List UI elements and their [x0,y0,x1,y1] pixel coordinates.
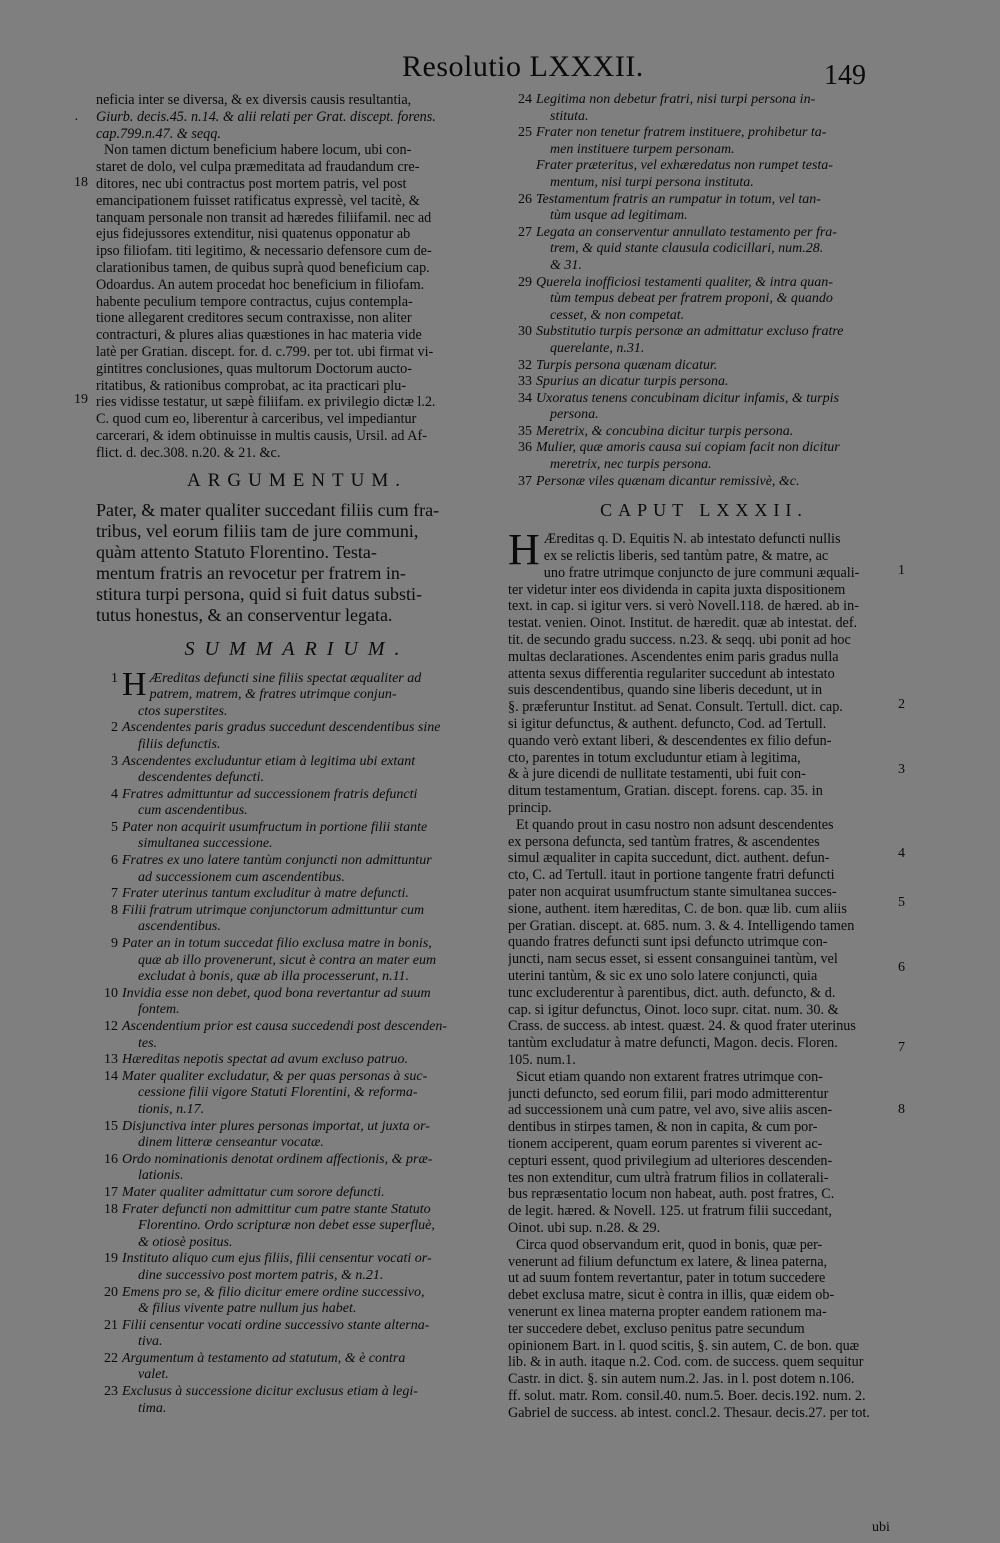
text-line: cepturi essent, quod privilegium ad ulteriores descenden- [508,1152,833,1169]
text-line: Crass. de success. ab intest. quæst. 24. & quod frater uterinus [508,1018,856,1035]
summary-item-line: Substitutio turpis personæ an admittatur excluso fratre [536,324,844,340]
summary-item-number: 7 [111,886,118,902]
summary-item-line: Testamentum fratris an rumpatur in totum, vel tan- [536,191,821,207]
summary-item [96,986,498,1019]
text-line: ex persona defuncta, sed tantùm fratres, & ascendentes [508,833,820,850]
summary-item [96,1152,498,1185]
summary-item-line: Personæ viles quænam dicantur remissivè, &c. [536,473,800,489]
summary-item-line: tiva. [138,1334,163,1350]
summary-item-number: 12 [104,1019,118,1034]
text-line: uno fratre utrimque conjuncto de jure communi æquali- [543,564,860,581]
summary-item-number: 16 [104,1151,118,1167]
summary-item-line: patrem, matrem, & fratres utrimque conjun- [149,687,397,703]
summary-item [508,192,900,225]
summary-item-line: Argumentum à testamento ad statutum, & è contra [122,1350,406,1366]
summary-item-line: meretrix, nec turpis persona. [550,457,712,473]
summary-item [96,903,498,936]
paragraph-dolo [96,142,498,461]
summary-item [96,1119,498,1152]
summary-item-line: persona. [550,407,599,423]
summary-item-line: Querela inofficiosi testamenti qualiter, & intra quan- [536,274,833,290]
text-line: quando verò extant liberi, & descendentes ex filio defun- [508,732,832,749]
summary-item-line: Frater uterinus tantum excluditur à matre defuncti. [122,886,409,902]
summary-item-line: Mater qualiter admittatur cum sorore defuncti. [122,1184,385,1200]
summary-item-line: Mater qualiter excludatur, & per quas personas à suc- [122,1068,428,1084]
text-line: cap.799.n.47. & seqq. [96,125,221,142]
right-margin-number: 1 [898,563,905,578]
summary-drop-cap: H [122,665,147,703]
text-line: 105. num.1. [508,1051,576,1068]
summary-item-line: Fratres admittuntur ad successionem fratris defuncti [122,786,418,802]
text-line: Non tamen dictum beneficium habere locum, ubi con- [104,142,412,159]
summary-item [96,1052,498,1069]
text-line: quàm attento Statuto Florentino. Testa- [96,541,377,562]
summary-item-line: descendentes defuncti. [138,770,264,786]
text-line: attenta sexus differentia regulariter succedunt ab intestato [508,665,835,682]
summary-item [96,1251,498,1284]
text-line: debet exclusa matre, sicut è contra in illis, quæ eidem ob- [508,1287,835,1304]
summary-item-line: Disjunctiva inter plures personas importat, ut juxta or- [122,1118,430,1134]
text-line: princip. [508,800,552,816]
summary-item [508,125,900,158]
summary-item-line: ctos superstites. [138,703,228,719]
summary-item-line: tùm tempus debeat per fratrem proponi, & quando [550,291,833,307]
summary-item-line: & filius vivente patre nullum jus habet. [138,1301,357,1317]
running-title: Resolutio LXXXII. [402,50,644,83]
summary-item-line: Ascendentium prior est causa succedendi post descenden- [122,1019,448,1034]
summary-item-line: Pater non acquirit usumfructum in portione filii stante [122,819,428,835]
text-line: tione allegarent creditores secum contraxisse, non aliter [96,310,412,327]
summary-item-line: & 31. [550,257,582,273]
margin-mark: · [74,113,79,128]
right-margin-number: 8 [898,1102,905,1117]
text-line: Gabriel de success. ab intest. concl.2. Thesaur. decis.27. per tot. [508,1404,870,1421]
right-margin-number: 5 [898,895,905,910]
text-line: suis descendentibus, quando sine liberis decedunt, ut in [508,682,823,699]
opening-paragraph [96,92,498,142]
summary-item-number: 17 [104,1184,118,1200]
text-line: clarationibus tamen, de quibus suprà quod beneficium cap. [96,259,430,276]
summary-item-line: Emens pro se, & filio dicitur emere ordine successivo, [122,1284,425,1300]
argument-text [96,500,498,626]
summary-item [96,936,498,986]
summary-item-line: cesset, & non competat. [550,307,685,323]
summary-item [508,358,900,375]
text-line: tanquam personale non transit ad hæredes filiifamil. nec ad [96,209,432,226]
catchword: ubi [872,1520,890,1535]
text-line: per Gratian. discept. at. 685. num. 3. & 4. Intelligendo tamen [508,917,855,934]
summary-item-number: 34 [518,390,532,406]
chapter-paragraph-4 [508,1237,900,1422]
margin-number-19: 19 [74,392,88,407]
summary-list-right [508,92,900,490]
text-line: & à jure dicendi de nullitate testamenti, ubi fuit con- [508,766,806,783]
summary-item-number: 27 [518,224,532,240]
text-line: simul æqualiter in capita succedunt, dict. authent. defun- [508,850,830,867]
text-line: ditores, nec ubi contractus post mortem patris, vel post [96,175,407,192]
summary-item-line: men instituere turpem personam. [550,141,735,157]
summary-item-line: Pater an in totum succedat filio exclusa matre in bonis, [122,936,432,952]
summary-item-number: 15 [104,1118,118,1134]
text-line: tutus honestus, & an conserventur legata. [96,604,393,625]
summary-item-line: Legitima non debetur fratri, nisi turpi persona in- [536,92,816,107]
text-line: ff. solut. matr. Rom. consil.40. num.5. Boer. decis.192. num. 2. [508,1387,866,1404]
summary-item-line: ad successionem cum ascendentibus. [138,869,345,885]
summary-item-number: 33 [518,374,532,390]
argument-heading: ARGUMENTUM. [186,469,408,491]
summary-item-line: Instituto aliquo cum ejus filiis, filii censentur vocati or- [122,1251,432,1267]
text-line: cto, C. ad Tertull. itaut in portione tangente fratri defuncti [508,867,835,884]
text-line: ter videtur inter eos dividenda in capita juxta dispositionem [508,581,846,598]
text-line: ries vidisse testatur, ut sæpè filiifam. ex privilegio dictæ l.2. [96,394,436,411]
chapter-paragraph-1 [508,525,900,817]
right-margin-number: 6 [898,960,905,975]
page-number: 149 [824,60,866,91]
text-line: Odoardus. An autem procedat hoc beneficium in filiofam. [96,276,425,293]
text-line: Et quando prout in casu nostro non adsunt descendentes [516,816,834,833]
text-line: text. in cap. si igitur vers. si verò Novell.118. de hæred. ab in- [508,598,859,615]
text-line: juncti defuncto, sed eorum filii, pari modo admitterentur [508,1085,829,1102]
text-line: habente peculium tempore contractus, cujus contempla- [96,293,413,310]
text-line: §. præferuntur Institut. ad Senat. Consult. Tertull. dict. cap. [508,699,843,716]
summary-item [96,1285,498,1318]
text-line: Æreditas q. D. Equitis N. ab intestato defuncti nullis [543,531,841,548]
text-line: Giurb. decis.45. n.14. & alii relati per Grat. discept. forens. [96,108,436,125]
summary-item-number: 9 [111,936,118,952]
summary-item [96,754,498,787]
summary-item-line: dine successivo post mortem patris, & n.21. [138,1267,384,1283]
text-line: sione, authent. item hæreditas, C. de bon. quæ lib. cum aliis [508,900,847,917]
text-line: ritatibus, & rationibus comprobat, ac ita practicari plu- [96,377,407,394]
summary-item-line: Mulier, quæ amoris causa sui copiam facit non dicitur [536,440,840,456]
summary-item-line: Frater non tenetur fratrem instituere, prohibetur ta- [536,125,827,141]
summary-item-line: ascendentibus. [138,919,221,935]
text-line: quando fratres defuncti sunt ipsi defuncto utrimque con- [508,934,828,951]
chapter-paragraph-3 [508,1069,900,1237]
summary-item-number: 1 [111,670,118,686]
right-margin-number: 7 [898,1040,905,1055]
text-line: testat. venien. Oinot. Institut. de hæredit. quæ ab intestat. def. [508,615,858,632]
summary-list-left [96,665,498,1418]
text-line: tunc excluderentur à parentibus, dict. auth. defuncto, & d. [508,984,836,1001]
text-line: ipso filiofam. titi legitimo, & necessario defensore cum de- [96,243,432,260]
summary-item-number: 26 [518,191,532,207]
text-line: Sicut etiam quando non extarent fratres utrimque con- [516,1068,823,1085]
summary-item-number: 2 [111,720,118,736]
text-line: Pater, & mater qualiter succedant filiis cum fra- [96,499,440,520]
text-line: tit. de secundo gradu success. n.23. & seqq. ubi ponit ad hoc [508,632,851,649]
summary-item-line: Legata an conserventur annullato testamento per fra- [536,224,837,240]
text-line: ejus fidejussores extenditur, nisi quatenus opponatur ab [96,226,411,243]
text-line: de legit. hæred. & Novell. 125. ut fratrum filii succedant, [508,1203,832,1220]
summary-item-number: 18 [104,1201,118,1217]
summary-item-line: Frater præteritus, vel exhæredatus non rumpet testa- [536,158,833,174]
text-line: bus repræsentatio locum non habeat, auth. post fratres, C. [508,1186,835,1203]
text-line: lib. & in auth. itaque n.2. Cod. com. de success. quem sequitur [508,1354,864,1371]
chapter-heading: CAPUT LXXXII. [600,500,808,521]
summary-item [508,374,900,391]
summary-item [96,886,498,903]
right-margin-number: 4 [898,846,905,861]
summary-item-line: Ascendentes paris gradus succedunt descendentibus sine [122,720,441,736]
summary-item [96,787,498,820]
margin-number-18: 18 [74,175,88,190]
summary-item [96,665,498,721]
summary-item-number: 36 [518,440,532,456]
summary-item [508,158,900,191]
text-line: uterini tantùm, & sic ex uno solo latere conjuncti, quia [508,967,818,984]
summary-item [508,324,900,357]
summary-item-number: 24 [518,92,532,107]
summary-item-line: tùm usque ad legitimam. [550,208,688,224]
text-line: gintitres conclusiones, quas multorum Doctorum aucto- [96,360,413,377]
summary-item-line: lationis. [138,1168,184,1184]
text-line: tes non extenditur, cum ultrà fratrum filios in collaterali- [508,1169,829,1186]
summary-item-number: 22 [104,1350,118,1366]
text-line: juncti, nam secus esset, si essent consanguinei tantùm, vel [508,951,838,968]
summary-item [96,1019,498,1052]
summary-item-number: 13 [104,1052,118,1068]
summary-item-number: 35 [518,423,532,439]
summary-item-line: Ascendentes excluduntur etiam à legitima ubi extant [122,753,416,769]
summary-item-line: excludat à bonis, quæ ab illa processerunt, n.11. [138,969,410,985]
summary-item-line: Frater defuncti non admittitur cum patre stante Statuto [122,1201,431,1217]
summary-item [96,1318,498,1351]
summary-item-line: fontem. [138,1002,180,1018]
summary-item-line: Filii censentur vocati ordine successivo stante alterna- [122,1317,430,1333]
summary-item-line: tima. [138,1400,167,1416]
text-line: Oinot. ubi sup. n.28. & 29. [508,1219,661,1236]
summary-item-line: trem, & quid stante clausula codicillari, num.28. [550,241,824,257]
summary-item-number: 32 [518,357,532,373]
summary-item [508,440,900,473]
summary-item-number: 29 [518,274,532,290]
text-line: opinionem Bart. in l. quod scitis, §. sin autem, C. de bon. quæ [508,1337,860,1354]
text-line: tribus, vel eorum filiis tam de jure communi, [96,520,419,541]
summary-item [508,225,900,275]
summary-item-line: filiis defunctis. [138,736,221,752]
summary-item [96,853,498,886]
text-line: neficia inter se diversa, & ex diversis causis resultantia, [96,92,412,108]
summary-item-line: Ordo nominationis denotat ordinem affectionis, & præ- [122,1151,433,1167]
drop-cap: H [508,525,540,575]
summary-item-line: Florentino. Ordo scripturæ non debet esse superfluè, [138,1218,435,1234]
text-line: contracturi, & plures alias quæstiones in hac materia vide [96,327,422,344]
summary-item-line: Exclusus à successione dicitur exclusus etiam à legi- [122,1384,418,1400]
summary-item [508,424,900,441]
summary-item-number: 3 [111,753,118,769]
summary-item-line: Fratres ex uno latere tantùm conjuncti non admittuntur [122,853,432,869]
summary-item [96,1351,498,1384]
summary-item-number: 8 [111,902,118,918]
left-column [96,92,498,1417]
text-line: ad successionem unà cum patre, vel avo, sive aliis ascen- [508,1102,833,1119]
summary-item-number: 14 [104,1068,118,1084]
summary-item-number: 21 [104,1317,118,1333]
text-line: mentum fratris an revocetur per fratrem in- [96,562,406,583]
summary-heading: SUMMARIUM. [184,637,410,660]
summary-item [96,720,498,753]
text-line: ut ad suum fontem revertantur, pater in totum succedere [508,1270,826,1287]
summary-item [508,275,900,325]
text-line: stitura turpi persona, quid si fuit datus substi- [96,583,422,604]
text-line: ex se relictis liberis, sed tantùm patre, & matre, ac [543,548,829,565]
summary-item-line: Spurius an dicatur turpis persona. [536,374,729,390]
summary-item-line: Turpis persona quænam dicatur. [536,357,718,373]
text-line: ditum testamentum, Gratian. discept. forens. cap. 35. in [508,783,823,800]
text-line: dentibus in stirpes tamen, & non in capita, & cum por- [508,1119,818,1136]
summary-item-line: quæ ab illo provenerunt, sicut è contra an mater eum [138,952,437,968]
summary-item-line: tes. [138,1035,158,1051]
summary-item [96,1202,498,1252]
summary-item-number: 10 [104,985,118,1001]
summary-item-line: mentum, nisi turpi persona instituta. [550,174,754,190]
summary-item-line: & otiosè positus. [138,1234,233,1250]
summary-item-line: dinem litteræ censeantur vocatæ. [138,1135,324,1151]
summary-item-line: Invidia esse non debet, quod bona revertantur ad suum [122,985,431,1001]
summary-item-number: 6 [111,853,118,869]
summary-item-line: stituta. [550,108,589,124]
summary-item-line: cessione filii vigore Statuti Florentini, & reforma- [138,1085,418,1101]
text-line: latè per Gratian. discept. for. d. c.799. per tot. ubi firmat vi- [96,343,434,360]
summary-item-number: 19 [104,1251,118,1267]
chapter-paragraph-2 [508,817,900,1069]
text-line: Circa quod observandum erit, quod in bonis, quæ per- [516,1236,823,1253]
text-line: tionem acciperent, quam eorum parentes si viverent ac- [508,1135,823,1152]
text-line: emancipationem fuisset ratificatus expressè, vel tacitè, & [96,192,420,209]
text-line: flict. d. dec.308. n.20. & 21. &c. [96,444,281,461]
summary-item-number: 30 [518,324,532,340]
text-line: staret de dolo, vel culpa præmeditata ad fraudandum cre- [96,159,420,176]
summary-item [508,391,900,424]
summary-item-line: valet. [138,1367,169,1383]
summary-item-line: Uxoratus tenens concubinam dicitur infamis, & turpis [536,390,839,406]
summary-item-line: tionis, n.17. [138,1101,205,1117]
text-line: venerunt ad filium defunctum ex latere, & linea paterna, [508,1253,828,1270]
summary-item-line: Æreditas defuncti sine filiis spectat æqualiter ad [149,670,422,686]
summary-item-number: 37 [518,473,532,489]
summary-item [96,1069,498,1119]
summary-item-line: simultanea successione. [138,836,273,852]
text-line: pater non acquirat usumfructum stante simultanea succes- [508,883,837,900]
right-margin-number: 3 [898,762,905,777]
summary-item-line: Meretrix, & concubina dicitur turpis persona. [536,423,794,439]
text-line: carcerari, & idem obtinuisse in multis causis, Ursil. ad Af- [96,427,427,444]
right-margin-number: 2 [898,697,905,712]
summary-item-number: 5 [111,819,118,835]
summary-item-line: cum ascendentibus. [138,803,248,819]
summary-item [508,92,900,125]
text-line: cto, parentes in totum excluduntur etiam à legitima, [508,749,801,766]
summary-item-number: 4 [111,786,118,802]
summary-item-number: 25 [518,125,532,141]
summary-item-line: Hæreditas nepotis spectat ad avum excluso patruo. [122,1052,409,1068]
text-line: ter succedere debet, excluso penitus patre secundum [508,1320,805,1337]
summary-item-number: 20 [104,1284,118,1300]
text-line: si igitur defunctus, & authent. defuncto, Cod. ad Tertull. [508,716,827,733]
summary-item-line: querelante, n.31. [550,340,645,356]
text-line: tantùm excludatur à matre defuncti, Magon. decis. Floren. [508,1035,838,1052]
summary-item-line: Filii fratrum utrimque conjunctorum admittuntur cum [122,902,425,918]
summary-item-number: 23 [104,1384,118,1400]
text-line: cap. si igitur defunctus, Oinot. loco supr. citat. num. 30. & [508,1001,839,1018]
summary-item [96,820,498,853]
summary-item [508,474,900,491]
summary-item [96,1384,498,1417]
summary-item [96,1185,498,1202]
text-line: Castr. in dict. §. sin autem num.2. Jas. in l. post dotem n.106. [508,1371,855,1388]
text-line: C. quod cum eo, liberentur à carceribus, vel impediantur [96,411,417,428]
text-line: multas declarationes. Ascendentes enim paris gradus nulla [508,648,839,665]
right-column [508,92,900,1421]
text-line: venerunt ex linea materna propter eandem rationem ma- [508,1303,827,1320]
